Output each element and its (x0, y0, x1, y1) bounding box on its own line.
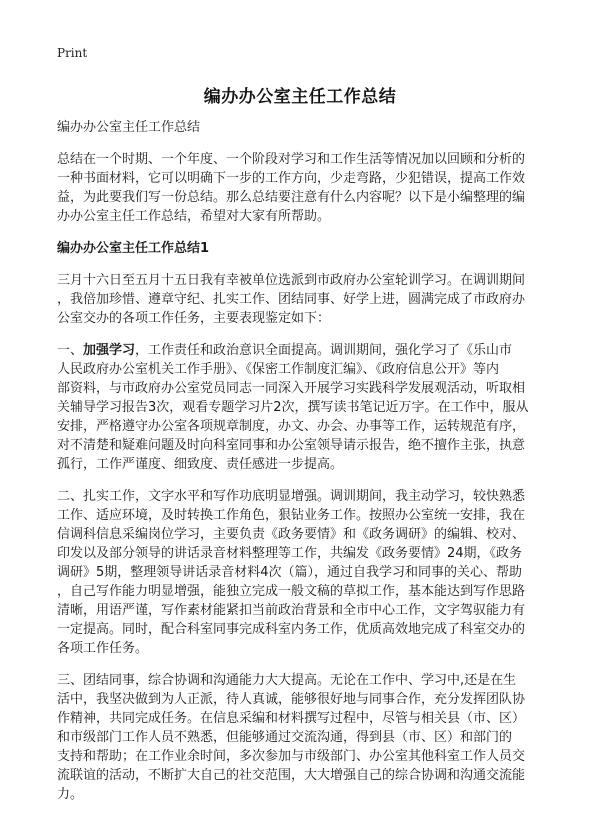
paragraph-line: 力。 (57, 787, 84, 802)
paragraph-line: 公室交办的各项工作任务，主要表现鉴定如下： (57, 311, 331, 326)
paragraph-1 (57, 271, 545, 328)
paragraph-line: 部资料，与市政府办公室党员同志一同深入开展学习实践科学发展观活动，听取相 (57, 381, 526, 396)
paragraph-4 (57, 671, 545, 804)
intro-line: 益，为此要我们写一份总结。那么总结要注意有什么内容呢？以下是小编整理的编 (57, 190, 526, 205)
paragraph-line: 人民政府办公室机关工作手册》、《保密工作制度汇编》、《政府信息公开》等内 (57, 362, 500, 377)
paragraph-line: 三、团结同事，综合协调和沟通能力大大提高。无论在工作中、学习中,还是在生 (57, 673, 517, 688)
paragraph-2 (57, 341, 545, 474)
paragraph-line (57, 341, 545, 360)
intro-line: 办办公室主任工作总结，希望对大家有所帮助。 (57, 209, 331, 224)
paragraph-line: 关辅导学习报告3次，观看专题学习片2次，撰写读书笔记近万字。在工作中，服从 (57, 400, 529, 415)
document-subtitle: 编办办公室主任工作总结 (57, 120, 201, 135)
paragraph-rest: ，工作责任和政治意识全面提高。调训期间，强化学习了《乐山市 (135, 343, 513, 358)
paragraph-line: 三月十六日至五月十五日我有幸被单位选派到市政府办公室轮训学习。在调训期间 (57, 273, 526, 288)
print-label: Print (57, 46, 88, 60)
paragraph-line: 安排，严格遵守办公室各项规章制度，办文、办会、办事等工作，运转规范有序， (57, 419, 526, 434)
paragraph-line: 流联谊的活动，不断扩大自己的社交范围，大大增强自己的综合协调和沟通交流能 (57, 768, 526, 783)
paragraph-3 (57, 487, 545, 658)
paragraph-line: ，自己写作能力明显增强，能独立完成一般文稿的草拟工作，基本能达到写作思路 (57, 584, 526, 599)
paragraph-line: 工作、适应环境，及时转换工作角色，狠钻业务工作。按照办公室统一安排，我在 (57, 508, 526, 523)
paragraph-line: 对不清楚和疑难问题及时向科室同事和办公室领导请示报告，绝不擅作主张，执意 (57, 438, 526, 453)
paragraph-line: 活中，我坚决做到为人正派，待人真诚，能够很好地与同事合作，充分发挥团队协 (57, 692, 526, 707)
paragraph-line: 各项工作任务。 (57, 641, 149, 656)
paragraph-prefix: 一、 (57, 343, 84, 358)
intro-line: 一种书面材料，它可以明确下一步的工作方向，少走弯路，少犯错误，提高工作效 (57, 171, 526, 186)
document-body (57, 118, 545, 817)
paragraph-line: 清晰，用语严谨，写作素材能紧扣当前政治背景和全市中心工作，文字驾驭能力有 (57, 603, 526, 618)
paragraph-line: 调研》5期，整理领导讲话录音材料4次（篇），通过自我学习和同事的关心、帮助 (57, 565, 523, 580)
paragraph-line: 和市级部门工作人员不熟悉，但能够通过交流沟通，得到县（市、区）和部门的 (57, 730, 513, 745)
section-heading: 编办办公室主任工作总结1 (57, 241, 210, 256)
intro-paragraph (57, 150, 545, 226)
intro-line: 总结在一个时期、一个年度、一个阶段对学习和工作生活等情况加以回顾和分析的 (57, 152, 526, 167)
paragraph-line: 孤行，工作严谨度、细致度、责任感进一步提高。 (57, 457, 344, 472)
paragraph-line: 一定提高。同时，配合科室同事完成科室内务工作，优质高效地完成了科室交办的 (57, 622, 526, 637)
document-title: 编办办公室主任工作总结 (203, 87, 397, 107)
paragraph-line: ，我倍加珍惜、遵章守纪、扎实工作、团结同事、好学上进，圆满完成了市政府办 (57, 292, 526, 307)
paragraph-line: 作精神，共同完成任务。在信息采编和材料撰写过程中，尽管与相关县（市、区） (57, 711, 526, 726)
paragraph-line: 支持和帮助；在工作业余时间，多次参加与市级部门、办公室其他科室工作人员交 (57, 749, 526, 764)
bold-phrase: 加强学习 (83, 343, 136, 358)
paragraph-line: 印发以及部分领导的讲话录音材料整理等工作，共编发《政务要情》24期，《政务 (57, 546, 523, 561)
paragraph-line: 信调科信息采编岗位学习，主要负责《政务要情》和《政务调研》的编辑、校对、 (57, 527, 526, 542)
paragraph-line: 二、扎实工作，文字水平和写作功底明显增强。调训期间，我主动学习，较快熟悉 (57, 489, 526, 504)
